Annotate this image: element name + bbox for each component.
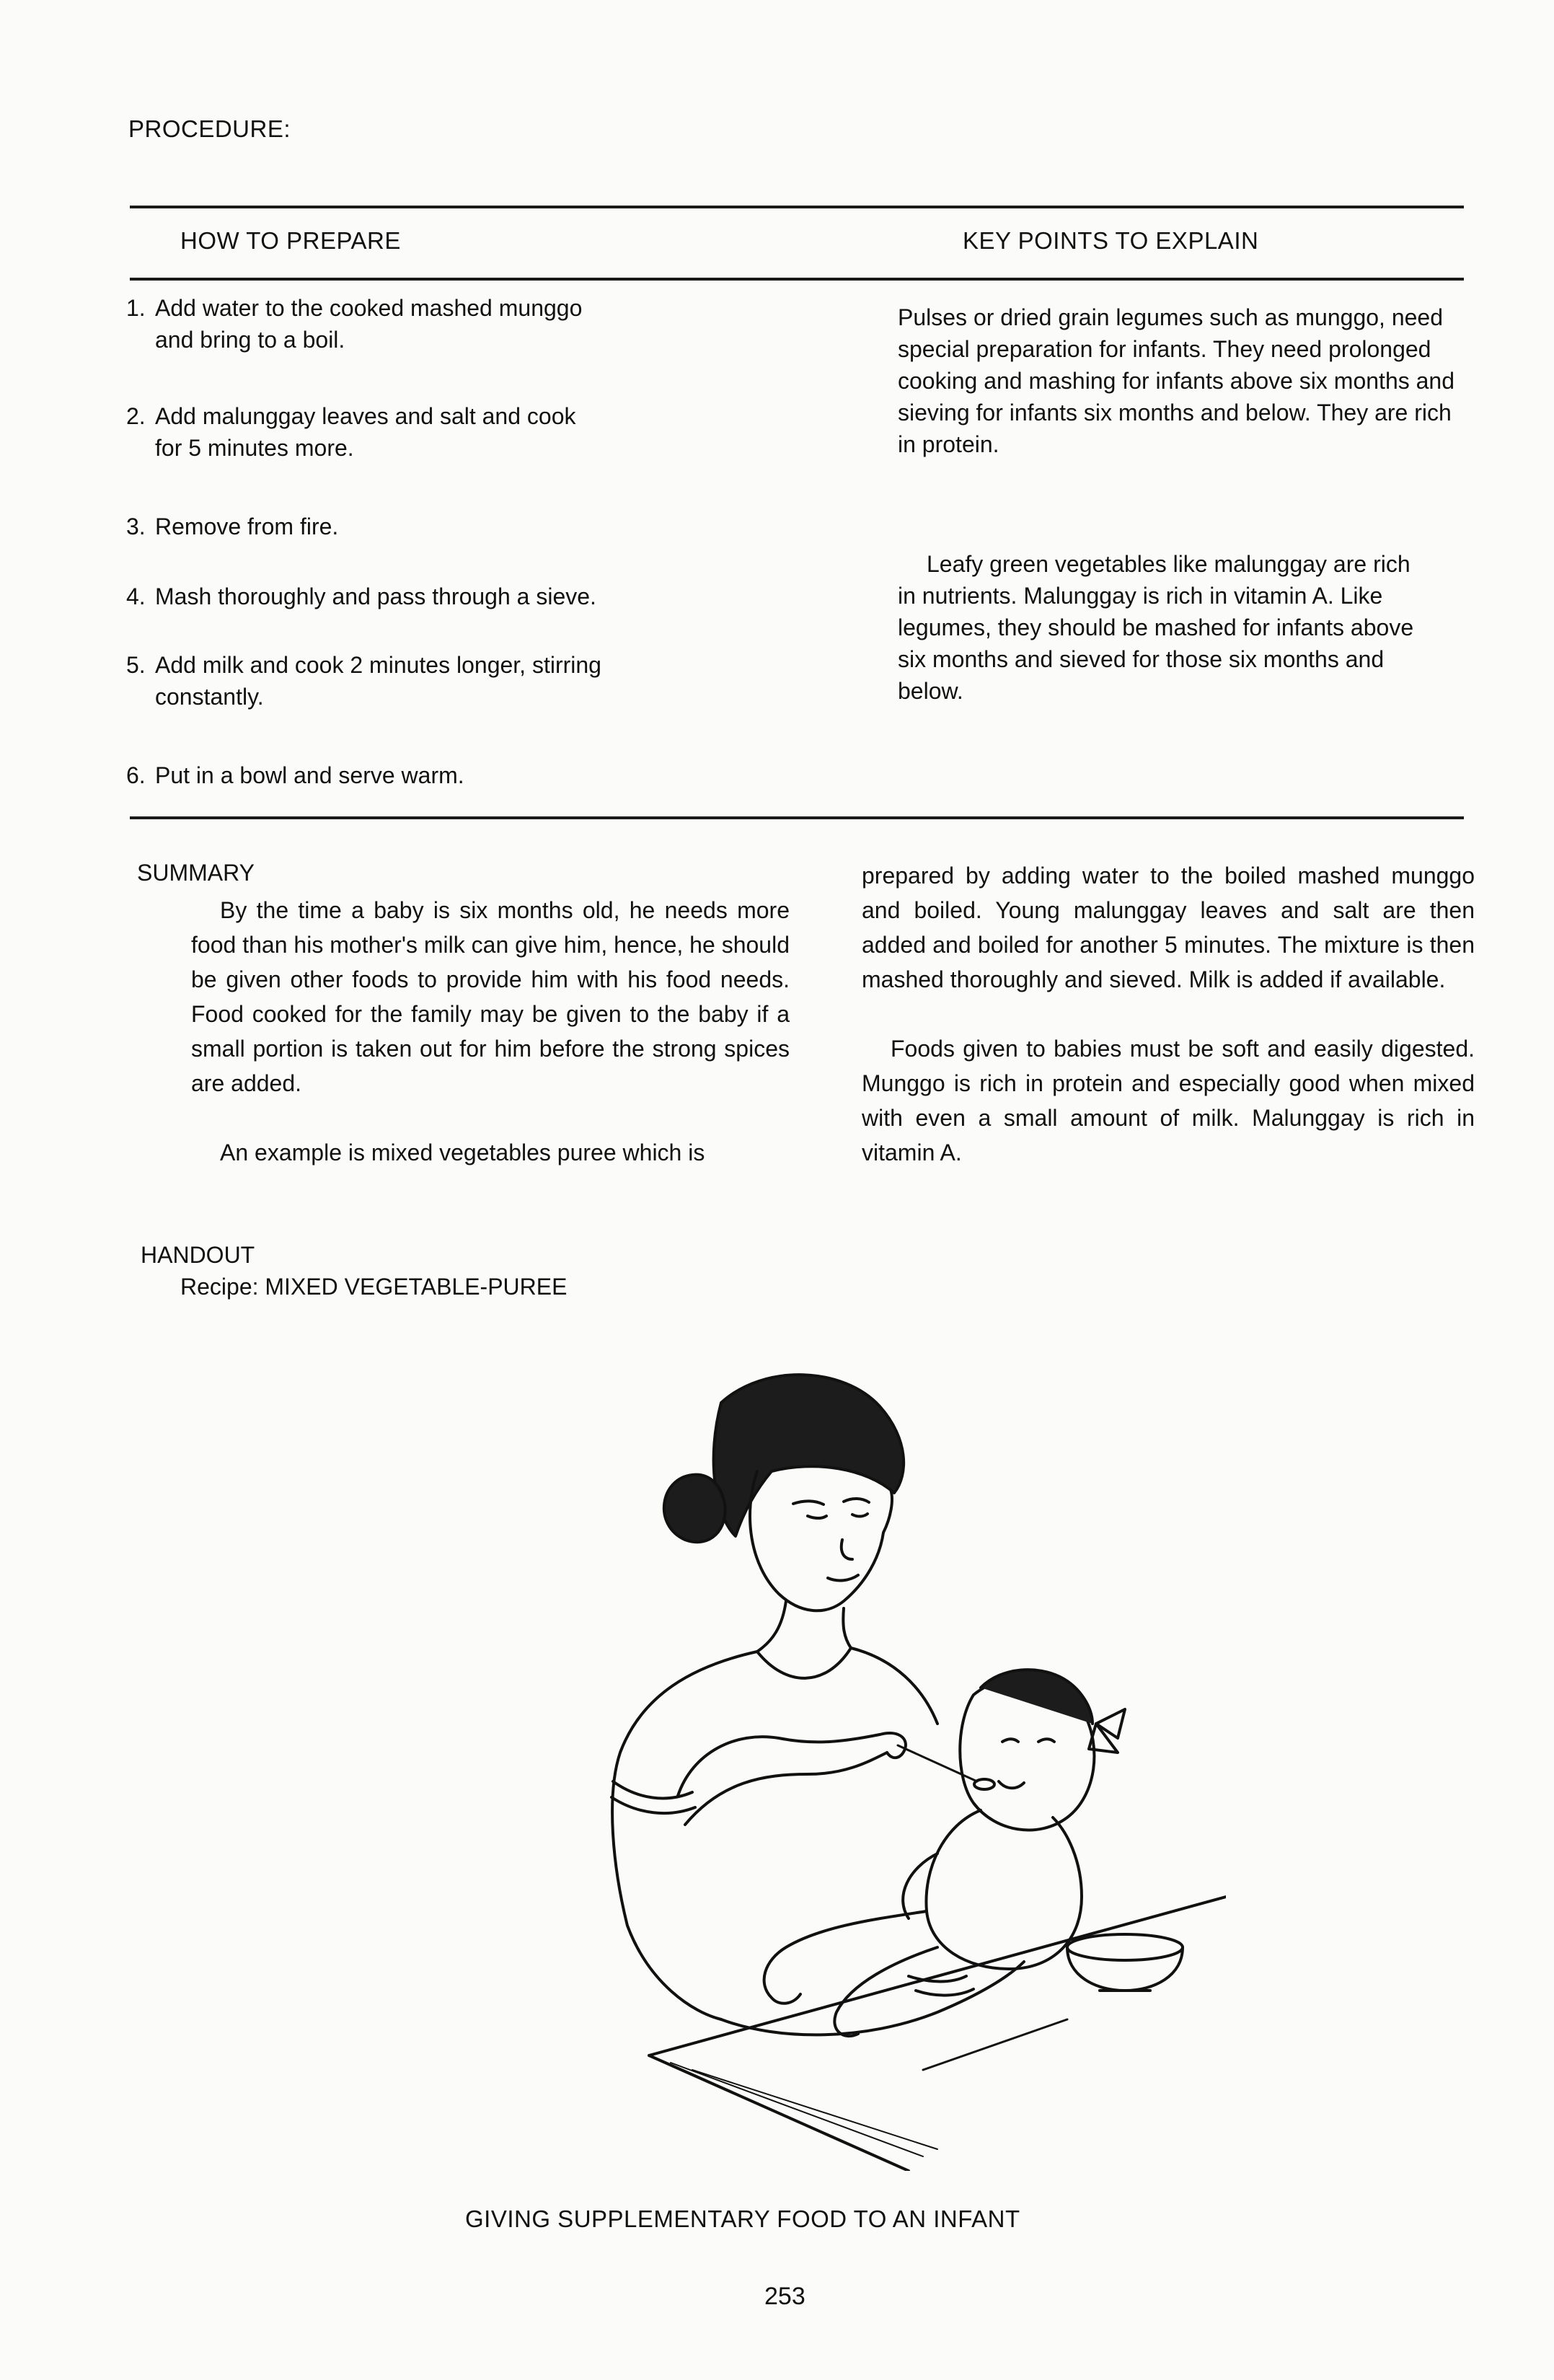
how-to-prepare-heading: HOW TO PREPARE — [180, 227, 401, 254]
step-5: 5. Add milk and cook 2 minutes longer, stirring constantly. — [126, 652, 601, 710]
summary-left-continued: An example is mixed vegetables puree which is — [220, 1140, 705, 1165]
key-point-pulses: Pulses or dried grain legumes such as munggo, need special preparation for infants. They need prolonged cooking and mashing for infants above six months and sieving for infants six months and below. They are rich in protein. — [898, 304, 1455, 457]
header-rule — [130, 278, 1464, 281]
summary-right-paragraph: prepared by adding water to the boiled mashed munggo and boiled. Young malunggay leaves and salt are then added and boiled for another 5 minutes. The mixture is then mashed thoroughly and sieved. Milk is added if available. — [862, 863, 1475, 992]
summary-heading: SUMMARY — [137, 860, 255, 886]
key-point-leafy-greens: Leafy green vegetables like malunggay are rich in nutrients. Malunggay is rich in vitamin A. Like legumes, they should be mashed for infants above six months and sieved for those six months and below. — [898, 551, 1414, 704]
procedure-label: PROCEDURE: — [128, 115, 291, 142]
page-number: 253 — [764, 2283, 805, 2310]
summary-right-foods: Foods given to babies must be soft and easily digested. Munggo is rich in protein and especially good when mixed with even a small amount of milk. Malunggay is rich in vitamin A. — [862, 1036, 1475, 1165]
step-4: 4. Mash thoroughly and pass through a sieve. — [126, 583, 596, 609]
step-1: 1. Add water to the cooked mashed munggo and bring to a boil. — [126, 295, 583, 353]
illustration-caption: GIVING SUPPLEMENTARY FOOD TO AN INFANT — [465, 2205, 1020, 2232]
summary-left-paragraph: By the time a baby is six months old, he needs more food than his mother's milk can give him, hence, he should be given other foods to provide him with his food needs. Food cooked for the family may be given to the baby if a small portion is taken out for him before the strong spices are added. — [191, 897, 790, 1096]
mother-feeding-infant-illustration — [505, 1349, 1226, 2171]
step-2: 2. Add malunggay leaves and salt and cook for 5 minutes more. — [126, 403, 576, 461]
key-points-heading: KEY POINTS TO EXPLAIN — [963, 227, 1259, 254]
top-rule — [130, 206, 1464, 208]
handout-recipe: Recipe: MIXED VEGETABLE-PUREE — [180, 1274, 568, 1300]
section-rule — [130, 816, 1464, 819]
handout-heading: HANDOUT — [141, 1242, 255, 1268]
step-3: 3. Remove from fire. — [126, 514, 339, 539]
step-6: 6. Put in a bowl and serve warm. — [126, 762, 464, 788]
